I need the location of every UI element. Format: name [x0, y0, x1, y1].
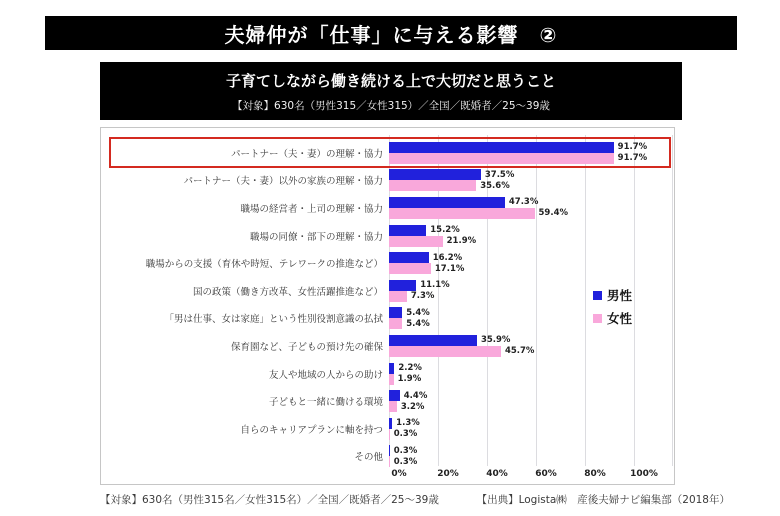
main-title: 夫婦仲が「仕事」に与える影響 ②	[224, 22, 558, 47]
chart-row	[111, 249, 671, 277]
bar-group	[389, 169, 671, 191]
x-tick-label: 80%	[584, 469, 606, 479]
bar-group	[389, 418, 671, 440]
category-label: パートナー（夫・妻）の理解・協力	[230, 148, 383, 160]
main-title-bar	[45, 16, 737, 50]
female-bar	[389, 318, 402, 329]
male-bar	[389, 280, 416, 291]
category-label: 子どもと一緒に働ける環境	[268, 397, 383, 409]
female-bar	[389, 236, 443, 247]
value-label: 15.2%	[430, 225, 460, 236]
chart-row	[111, 415, 671, 443]
chart-subtitle: 【対象】630名（男性315／女性315）／全国／既婚者／25〜39歳	[232, 99, 550, 112]
value-label: 0.3%	[393, 456, 418, 467]
value-label: 1.9%	[397, 374, 422, 385]
chart-header-box	[100, 62, 682, 120]
value-label: 5.4%	[406, 307, 430, 318]
male-bar	[389, 363, 394, 374]
value-label: 37.5%	[484, 169, 515, 180]
category-label: 友人や地域の人からの助け	[268, 369, 383, 381]
male-bar	[389, 418, 392, 429]
value-label: 35.6%	[480, 180, 510, 191]
value-label: 47.3%	[508, 197, 539, 208]
footer	[100, 492, 730, 507]
category-label: 職場からの支援（育休や時短、テレワークの推進など）	[145, 259, 383, 271]
legend-swatch-icon	[593, 314, 602, 323]
category-label: 保育園など、子どもの預け先の確保	[230, 341, 383, 353]
chart-row	[111, 222, 671, 250]
value-label: 7.3%	[410, 291, 435, 302]
bar-group	[389, 445, 671, 467]
bar-group	[389, 252, 671, 274]
chart-rows	[111, 139, 671, 470]
bar-group	[389, 335, 671, 357]
footer-source: 【出典】Logista㈱ 産後夫婦ナビ編集部（2018年）	[476, 494, 730, 506]
value-label: 45.7%	[504, 346, 535, 357]
value-label: 59.4%	[538, 208, 569, 219]
male-bar	[389, 445, 390, 456]
category-label: 自らのキャリアプランに軸を持つ	[240, 424, 383, 436]
value-label: 17.1%	[434, 263, 465, 274]
value-label: 11.1%	[420, 280, 450, 291]
male-bar	[389, 252, 429, 263]
chart-row	[111, 360, 671, 388]
x-axis	[391, 469, 683, 481]
female-bar	[389, 374, 394, 385]
bar-group	[389, 390, 671, 412]
chart-row	[111, 194, 671, 222]
value-label: 1.3%	[396, 418, 420, 429]
female-bar	[389, 263, 431, 274]
legend	[593, 286, 632, 327]
chart-row	[111, 387, 671, 415]
legend-label: 女性	[607, 311, 633, 326]
x-tick-label: 40%	[486, 469, 508, 479]
chart-row	[111, 332, 671, 360]
chart-row	[111, 277, 671, 305]
legend-swatch-icon	[593, 291, 602, 300]
male-bar	[389, 390, 400, 401]
bar-group	[389, 363, 671, 385]
female-bar	[389, 346, 501, 357]
chart-title: 子育てしながら働き続ける上で大切だと思うこと	[225, 71, 556, 90]
value-label: 35.9%	[480, 335, 511, 346]
chart-row	[111, 443, 671, 471]
bar-group	[389, 225, 671, 247]
value-label: 2.2%	[398, 363, 422, 374]
male-bar	[389, 307, 402, 318]
bar-group	[389, 142, 671, 164]
x-tick-label: 100%	[630, 469, 658, 479]
legend-label: 男性	[607, 288, 633, 303]
bar-group	[389, 197, 671, 219]
male-bar	[389, 335, 477, 346]
chart-row	[111, 167, 671, 195]
value-label: 16.2%	[432, 252, 463, 263]
category-label: 「男は仕事、女は家庭」という性別役割意識の払拭	[164, 314, 383, 326]
value-label: 21.9%	[446, 236, 477, 247]
chart-row	[111, 139, 671, 167]
x-tick-label: 0%	[391, 469, 407, 479]
male-bar	[389, 225, 426, 236]
female-bar	[389, 401, 397, 412]
category-label: その他	[354, 452, 383, 464]
female-bar	[389, 456, 390, 467]
x-tick-label: 60%	[535, 469, 557, 479]
value-label: 91.7%	[617, 153, 648, 164]
chart-area	[100, 127, 675, 485]
value-label: 0.3%	[393, 429, 418, 440]
male-bar	[389, 169, 481, 180]
female-bar	[389, 291, 407, 302]
value-label: 3.2%	[400, 401, 425, 412]
female-bar	[389, 208, 535, 219]
category-label: 国の政策（働き方改革、女性活躍推進など）	[192, 286, 383, 298]
male-bar	[389, 197, 505, 208]
category-label: 職場の経営者・上司の理解・協力	[240, 203, 383, 215]
chart-row	[111, 305, 671, 333]
category-label: パートナー（夫・妻）以外の家族の理解・協力	[183, 176, 383, 188]
female-bar	[389, 153, 614, 164]
value-label: 91.7%	[617, 142, 648, 153]
x-tick-label: 20%	[437, 469, 459, 479]
male-bar	[389, 142, 614, 153]
value-label: 5.4%	[406, 318, 430, 329]
female-bar	[389, 429, 390, 440]
legend-item-female	[593, 309, 632, 327]
value-label: 0.3%	[393, 445, 418, 456]
legend-item-male	[593, 286, 632, 304]
category-label: 職場の同僚・部下の理解・協力	[249, 231, 383, 243]
female-bar	[389, 180, 476, 191]
footer-target: 【対象】630名（男性315名／女性315名）／全国／既婚者／25〜39歳	[100, 494, 439, 506]
value-label: 4.4%	[403, 390, 428, 401]
